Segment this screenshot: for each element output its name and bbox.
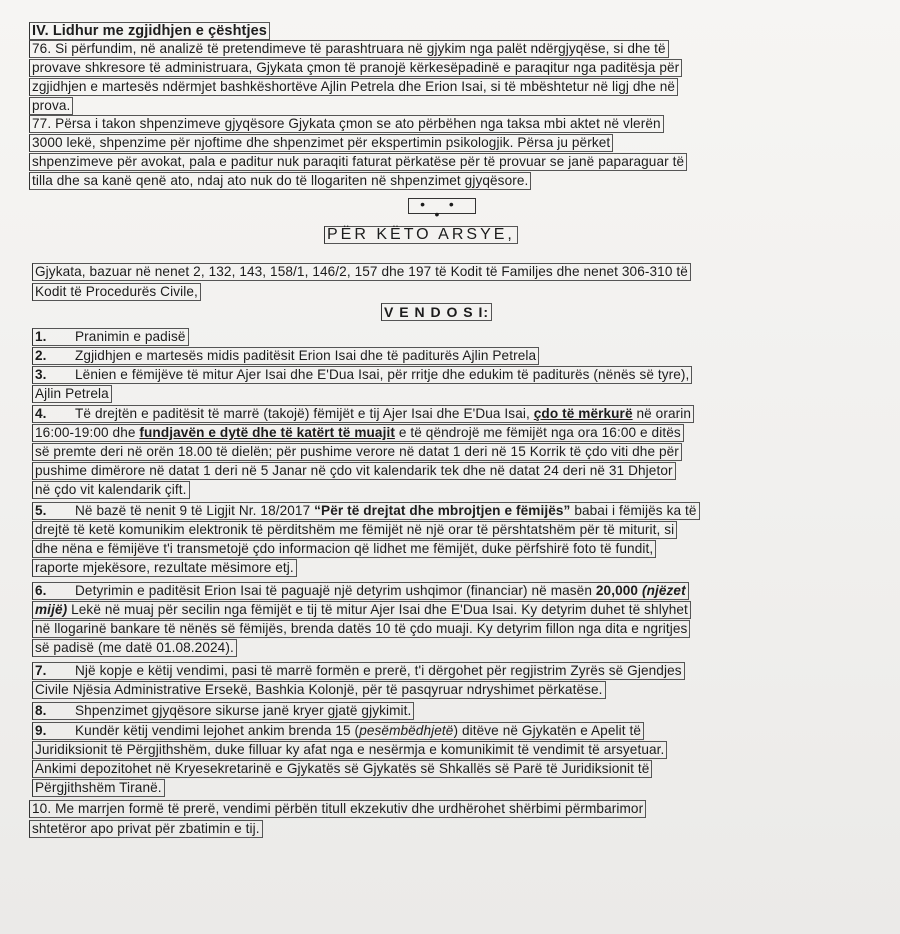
item-3-text: Lënien e fëmijëve të mitur Ajer Isai dhe E'Dua Isai, për rritje dhe edukim të paditurës (nënës së tyre), xyxy=(75,367,690,382)
item-4-text-f: e të qëndrojë me fëmijët nga ora 16:00 e ditës xyxy=(394,425,681,440)
item-2 xyxy=(32,347,539,365)
para76-line-1: 76. Si përfundim, në analizë të pretendimeve të parashtruara në gjykim nga palët ndërgjyqëse, si dhe të xyxy=(29,40,669,58)
para77-line-4: tilla dhe sa kanë qenë ato, ndaj ato nuk do të llogariten në shpenzimet gjyqësore. xyxy=(29,172,531,190)
item-7-text-a: Një kopje e këtij vendimi, pasi të marrë formën e prerë, t'i dërgohet për regjistrim Zyrës së Gjendjes xyxy=(75,663,682,678)
item-6-text-d: mijë) xyxy=(35,602,68,617)
item-3-cont: Ajlin Petrela xyxy=(32,385,112,403)
item-2-text: Zgjidhjen e martesës midis paditësit Erion Isai dhe të paditurës Ajlin Petrela xyxy=(75,348,537,363)
item-9-text-a: Kundër këtij vendimi lejohet ankim brenda 15 ( xyxy=(75,723,360,738)
item-9-text-c: ) ditëve në Gjykatën e Apelit të xyxy=(453,723,642,738)
item-4-text-a: Të drejtën e paditësit të marrë (takojë) fëmijët e tij Ajer Isai dhe E'Dua Isai, xyxy=(75,406,534,421)
item-6-text-a: Detyrimin e paditësit Erion Isai të paguajë një detyrim ushqimor (financiar) në masën xyxy=(75,583,596,598)
item-6-line-3: në llogarinë bankare të nënës së fëmijës, brenda datës 10 të çdo muaji. Ky detyrim fillon nga dita e ngritjes xyxy=(32,620,690,638)
item-1 xyxy=(32,328,189,346)
item-9-line-1 xyxy=(32,722,644,740)
item-4-line-2 xyxy=(32,424,684,442)
item-5-line-2: drejtë të ketë komunikim elektronik të përditshëm me fëmijët në një orar të përshtatshëm për të miturit, si xyxy=(32,521,677,539)
item-6-text-b: 20,000 xyxy=(595,583,639,598)
item-3-number: 3. xyxy=(35,367,47,382)
item-5-text-c: babai i fëmijës ka të xyxy=(570,503,697,518)
item-4-text-d: 16:00-19:00 dhe xyxy=(35,425,140,440)
item-4-number: 4. xyxy=(35,406,47,421)
item-4-line-1 xyxy=(32,405,694,423)
item-8-number: 8. xyxy=(35,703,47,718)
para76-line-3: zgjidhjen e martesës ndërmjet bashkëshortëve Ajlin Petrela dhe Erion Isai, si të mbështetur në ligj dhe në xyxy=(29,78,678,96)
item-2-number: 2. xyxy=(35,348,47,363)
item-4-line-3: së premte deri në orën 18.00 të dielën; për pushime verore në datat 1 deri në 15 Korrik të çdo viti dhe për xyxy=(32,443,682,461)
item-9-line-2: Juridiksionit të Përgjithshëm, duke filluar ky afat nga e nesërmja e komunikimit të vendimit të arsyetuar. xyxy=(32,741,667,759)
item-8-text: Shpenzimet gjyqësore sikurse janë kryer gjatë gjykimit. xyxy=(75,703,412,718)
section-heading: IV. Lidhur me zgjidhjen e çështjes xyxy=(29,22,270,40)
item-5-line-3: dhe nëna e fëmijëve t'i transmetojë çdo informacion që lidhet me fëmijët, duke përfshirë foto të fundit, xyxy=(32,540,656,558)
basis-line-1: Gjykata, bazuar në nenet 2, 132, 143, 158/1, 146/2, 157 dhe 197 të Kodit të Familjes dhe nenet 306-310 të xyxy=(32,263,691,281)
item-6-text-c: (njëzet xyxy=(638,583,686,598)
item-10-line-2: shtetëror apo privat për zbatimin e tij. xyxy=(29,820,263,838)
item-4-line-5: në çdo vit kalendarik çift. xyxy=(32,481,190,499)
para77-line-3: shpenzimeve për avokat, pala e paditur nuk paraqiti faturat përkatëse për të provuar se janë paparaguar të xyxy=(29,153,687,171)
section-title: PËR KËTO ARSYE, xyxy=(324,226,518,244)
item-8 xyxy=(32,702,414,720)
item-4-line-4: pushime dimërore në datat 1 deri në 5 Janar në çdo vit kalendarik tek dhe në datat 24 deri në 31 Dhjetor xyxy=(32,462,676,480)
item-4-text-c: në orarin xyxy=(632,406,692,421)
basis-line-2: Kodit të Procedurës Civile, xyxy=(32,283,201,301)
para77-line-2: 3000 lekë, shpenzime për njoftime dhe shpenzimet për ekspertimin psikologjik. Përsa ju përket xyxy=(29,134,613,152)
para77-line-1: 77. Përsa i takon shpenzimeve gjyqësore Gjykata çmon se ato përbëhen nga taksa mbi aktet në vlerën xyxy=(29,115,664,133)
item-5-text-b: “Për të drejtat dhe mbrojtjen e fëmijës” xyxy=(314,503,571,518)
item-6-text-e: Lekë në muaj për secilin nga fëmijët e tij të mitur Ajer Isai dhe E'Dua Isai. Ky detyrim duhet të shlyhet xyxy=(67,602,688,617)
item-7-line-2: Civile Njësia Administrative Ersekë, Bashkia Kolonjë, për të pasqyruar ndryshimet përkatëse. xyxy=(32,681,606,699)
item-5-line-4: raporte mjekësore, rezultate mësimore etj. xyxy=(32,559,297,577)
item-6-line-1 xyxy=(32,582,689,600)
item-9-line-4: Përgjithshëm Tiranë. xyxy=(32,779,165,797)
item-5-text-a: Në bazë të nenit 9 të Ligjit Nr. 18/2017 xyxy=(75,503,315,518)
item-9-line-3: Ankimi depozitohet në Kryesekretarinë e Gjykatës së Gjykatës së Shkallës së Parë të Juridiksionit të xyxy=(32,760,652,778)
item-7-number: 7. xyxy=(35,663,47,678)
item-5-number: 5. xyxy=(35,503,47,518)
item-6-line-4: së padisë (me datë 01.08.2024). xyxy=(32,639,237,657)
item-6-line-2 xyxy=(32,601,691,619)
item-1-number: 1. xyxy=(35,329,47,344)
decides-title: V E N D O S I: xyxy=(381,303,492,321)
item-1-text: Pranimin e padisë xyxy=(75,329,186,344)
item-4-text-b: çdo të mërkurë xyxy=(533,406,633,421)
item-3 xyxy=(32,366,692,384)
item-7-line-1 xyxy=(32,662,685,680)
item-9-text-b: pesëmbëdhjetë xyxy=(359,723,454,738)
item-4-text-e: fundjavën e dytë dhe të katërt të muajit xyxy=(139,425,395,440)
para76-line-2: provave shkresore të administruara, Gjykata çmon të pranojë kërkesëpadinë e paraqitur nga paditësja për xyxy=(29,59,682,77)
para76-line-4: prova. xyxy=(29,97,73,115)
item-9-number: 9. xyxy=(35,723,47,738)
item-5-line-1 xyxy=(32,502,700,520)
item-10-line-1: 10. Me marrjen formë të prerë, vendimi përbën titull ekzekutiv dhe urdhërohet shërbimi përmbarimor xyxy=(29,800,646,818)
item-6-number: 6. xyxy=(35,583,47,598)
separator-dots: • • • xyxy=(408,198,476,214)
